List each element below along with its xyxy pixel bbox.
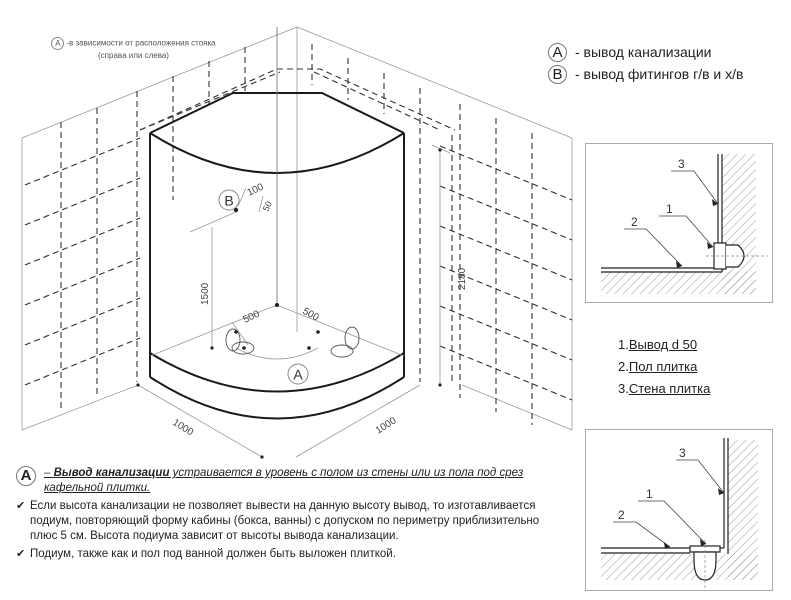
check-icon: ✔ — [16, 548, 26, 560]
legend-item-b — [548, 63, 743, 85]
bullet-podium — [16, 499, 556, 544]
detail2-label-1: 1 — [646, 487, 653, 501]
legend-marker-a: A — [548, 43, 567, 62]
legend-marker-b: B — [548, 65, 567, 84]
bullet-text: Если высота канализации не позволяет вывести на данную высоту вывод, то изготавливается подиум, повторяющий форму кабины (бокса, ванны) с допуском по периметру приблизительно плюс 5 см. Высота подиума зависит от высоты вывода канализации. — [30, 500, 540, 542]
item-number: 1. — [618, 337, 629, 352]
dim-1000-left: 1000 — [170, 417, 196, 439]
dim-1000-right: 1000 — [373, 415, 399, 437]
legend — [548, 41, 743, 85]
heading-bold: Вывод канализации — [53, 467, 170, 479]
dim-2180: 2180 — [457, 267, 468, 290]
detail2-label-3: 3 — [679, 446, 686, 460]
riser-position-note — [36, 37, 231, 62]
detail2-label-2: 2 — [618, 508, 625, 522]
dim-1500: 1500 — [200, 282, 211, 305]
heading-rest: устраивается в уровень с полом из стены или из пола под срез кафельной плитки. — [44, 467, 524, 494]
dim-500-right: 500 — [300, 305, 321, 324]
detail-list-item-1 — [618, 334, 710, 356]
legend-text-a: - вывод канализации — [575, 44, 712, 60]
marker-a-small: A — [51, 37, 64, 50]
detail1-label-3: 3 — [678, 157, 685, 171]
note-line-1: -в зависимости от расположения стояка — [66, 38, 216, 48]
check-icon: ✔ — [16, 500, 26, 512]
marker-b: B — [224, 192, 234, 209]
dash: – — [44, 467, 54, 479]
detail-list-item-2 — [618, 356, 710, 378]
detail-list-item-3 — [618, 378, 710, 400]
item-label: Стена плитка — [628, 381, 711, 396]
detail-legend-list — [618, 334, 710, 400]
bullet-tiling — [16, 547, 556, 562]
sewer-outlet-heading — [16, 466, 556, 496]
sewer-outlet-notes — [16, 466, 556, 562]
dim-100: 100 — [245, 181, 266, 199]
legend-item-a — [548, 41, 743, 63]
note-line-2: (справа или слева) — [98, 51, 169, 60]
marker-a-large: A — [16, 466, 36, 486]
legend-text-b: - вывод фитингов г/в и х/в — [575, 66, 744, 82]
detail-wall-outlet — [585, 143, 773, 303]
detail1-label-2: 2 — [631, 215, 638, 229]
detail-floor-outlet — [585, 429, 773, 591]
item-label: Пол плитка — [628, 359, 698, 374]
detail1-label-1: 1 — [666, 202, 673, 216]
bullet-text: Подиум, также как и пол под ванной должен быть выложен плиткой. — [30, 548, 396, 560]
heading-text — [44, 466, 556, 496]
dim-50: 50 — [260, 199, 275, 213]
item-label: Вывод d 50 — [628, 337, 698, 352]
item-number: 3. — [618, 381, 629, 396]
marker-a: A — [293, 366, 303, 383]
dim-500-left: 500 — [241, 308, 262, 326]
item-number: 2. — [618, 359, 629, 374]
